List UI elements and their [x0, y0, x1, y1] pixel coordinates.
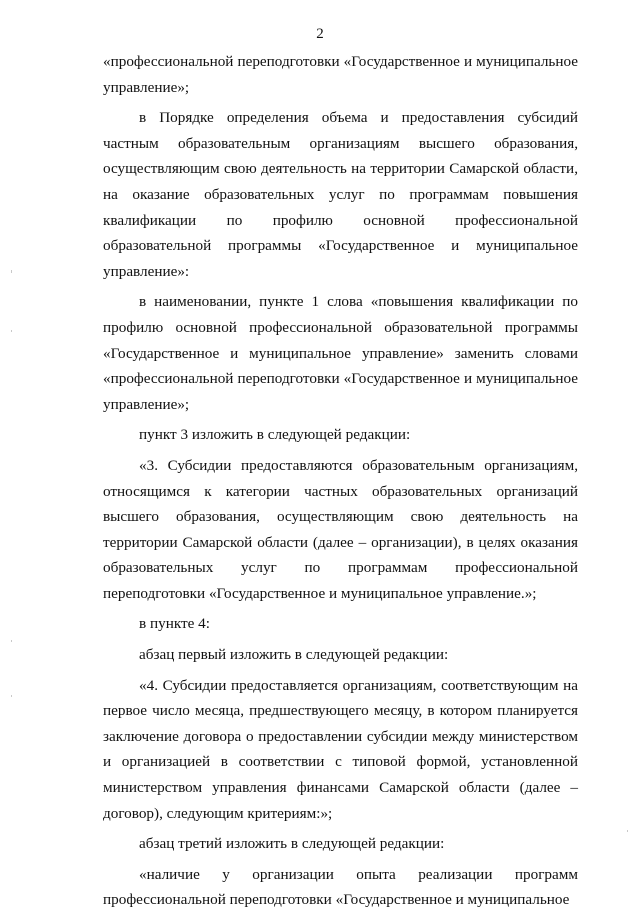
- paragraph-7: абзац первый изложить в следующей редакции:: [139, 646, 449, 664]
- scan-speck: [11, 270, 12, 273]
- paragraph-8: «4. Субсидии предоставляется организациям, соответствующим на первое число месяца, предшествующего месяцу, в котором планируется заключение договора о предоставлении субсидии между министерством и организацией в соответствии с типовой формой, установленной министерством управления финансами Самарской области (далее – договор), следующим критериям:»;: [103, 676, 578, 822]
- scan-speck: [11, 640, 12, 642]
- paragraph-1: «профессиональной переподготовки «Государственное и муниципальное управление»;: [103, 53, 578, 96]
- page-number: 2: [316, 26, 324, 42]
- paragraph-4: пункт 3 изложить в следующей редакции:: [139, 426, 411, 444]
- paragraph-3: в наименовании, пункте 1 слова «повышения квалификации по профилю основной профессиональной образовательной программы «Государственное и муниципальное управление» заменить словами «профессиональной переподготовки «Государственное и муниципальное управление»;: [103, 293, 578, 413]
- paragraph-9: абзац третий изложить в следующей редакции:: [139, 835, 445, 853]
- scan-speck: [11, 330, 12, 332]
- paragraph-2: в Порядке определения объема и предоставления субсидий частным образовательным организациям высшего образования, осуществляющим свою деятельность на территории Самарской области, на оказание образовательных услуг по программам повышения квалификации по профилю основной профессиональной образовательной программы «Государственное и муниципальное управление»:: [103, 109, 578, 280]
- paragraph-5: «3. Субсидии предоставляются образовательным организациям, относящимся к категории частных образовательных организаций высшего образования, осуществляющим свою деятельность на территории Самарской области (далее – организации), в целях оказания образовательных услуг по программам профессиональной переподготовки «Государственное и муниципальное управление.»;: [103, 456, 578, 602]
- document-body: [103, 49, 578, 918]
- scan-speck: [627, 830, 628, 832]
- paragraph-10: «наличие у организации опыта реализации программ профессиональной переподготовки «Государственное и муниципальное: [103, 865, 578, 909]
- paragraph-6: в пункте 4:: [139, 615, 210, 633]
- scan-speck: [11, 695, 12, 697]
